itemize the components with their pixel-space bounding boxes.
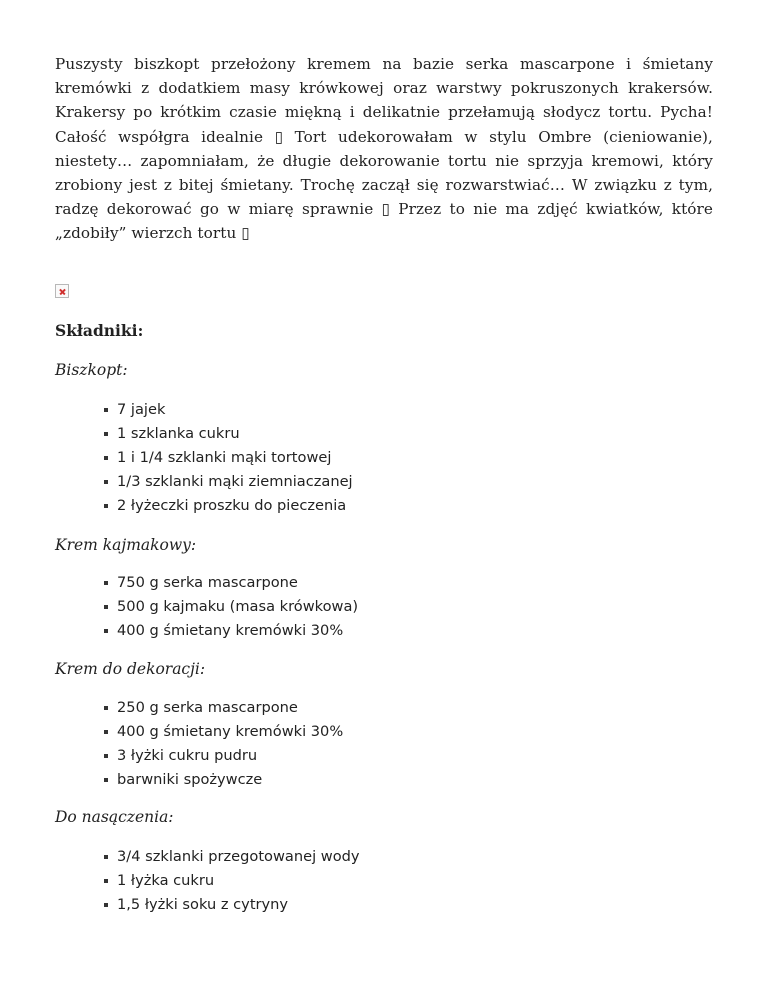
list-item: 2 łyżeczki proszku do pieczenia [104,494,353,518]
ingredients-heading: Składniki: [55,321,144,340]
ingredient-list-biszkopt [104,398,353,518]
list-item: 7 jajek [104,398,353,422]
list-item: 1 i 1/4 szklanki mąki tortowej [104,446,353,470]
section-title-biszkopt: Biszkopt: [55,361,128,379]
list-item: 1/3 szklanki mąki ziemniaczanej [104,470,353,494]
broken-image-icon [55,284,69,298]
list-item: 1 szklanka cukru [104,422,353,446]
intro-paragraph: Puszysty biszkopt przełożony kremem na bazie serka mascarpone i śmietany kremówki z dodatkiem masy krówkowej oraz warstwy pokruszonych krakersów. Krakersy po krótkim czasie miękną i delikatnie przełamują słodycz tortu. Pycha! Całość współgra idealnie ▯ Tort udekorowałam w stylu Ombre (cieniowanie), niestety… zapomniałam, że długie dekorowanie tortu nie sprzyja kremowi, który zrobiony jest z bitej śmietany. Trochę zaczął się rozwarstwiać… W związku z tym, radzę dekorować go w miarę sprawnie ▯ Przez to nie ma zdjęć kwiatków, które „zdobiły” wierzch tortu ▯ [55,55,713,243]
list-item: barwniki spożywcze [104,768,343,792]
list-item: 3/4 szklanki przegotowanej wody [104,845,360,869]
ingredient-list-do-nasaczenia [104,845,360,917]
list-item: 750 g serka mascarpone [104,571,358,595]
list-item: 1,5 łyżki soku z cytryny [104,893,360,917]
list-item: 250 g serka mascarpone [104,696,343,720]
list-item: 1 łyżka cukru [104,869,360,893]
list-item: 500 g kajmaku (masa krówkowa) [104,595,358,619]
ingredient-list-krem-do-dekoracji [104,696,343,792]
list-item: 3 łyżki cukru pudru [104,744,343,768]
ingredient-list-krem-kajmakowy [104,571,358,643]
list-item: 400 g śmietany kremówki 30% [104,619,358,643]
list-item: 400 g śmietany kremówki 30% [104,720,343,744]
section-title-krem-kajmakowy: Krem kajmakowy: [55,536,197,554]
section-title-do-nasaczenia: Do nasączenia: [55,808,174,826]
section-title-krem-do-dekoracji: Krem do dekoracji: [55,660,206,678]
